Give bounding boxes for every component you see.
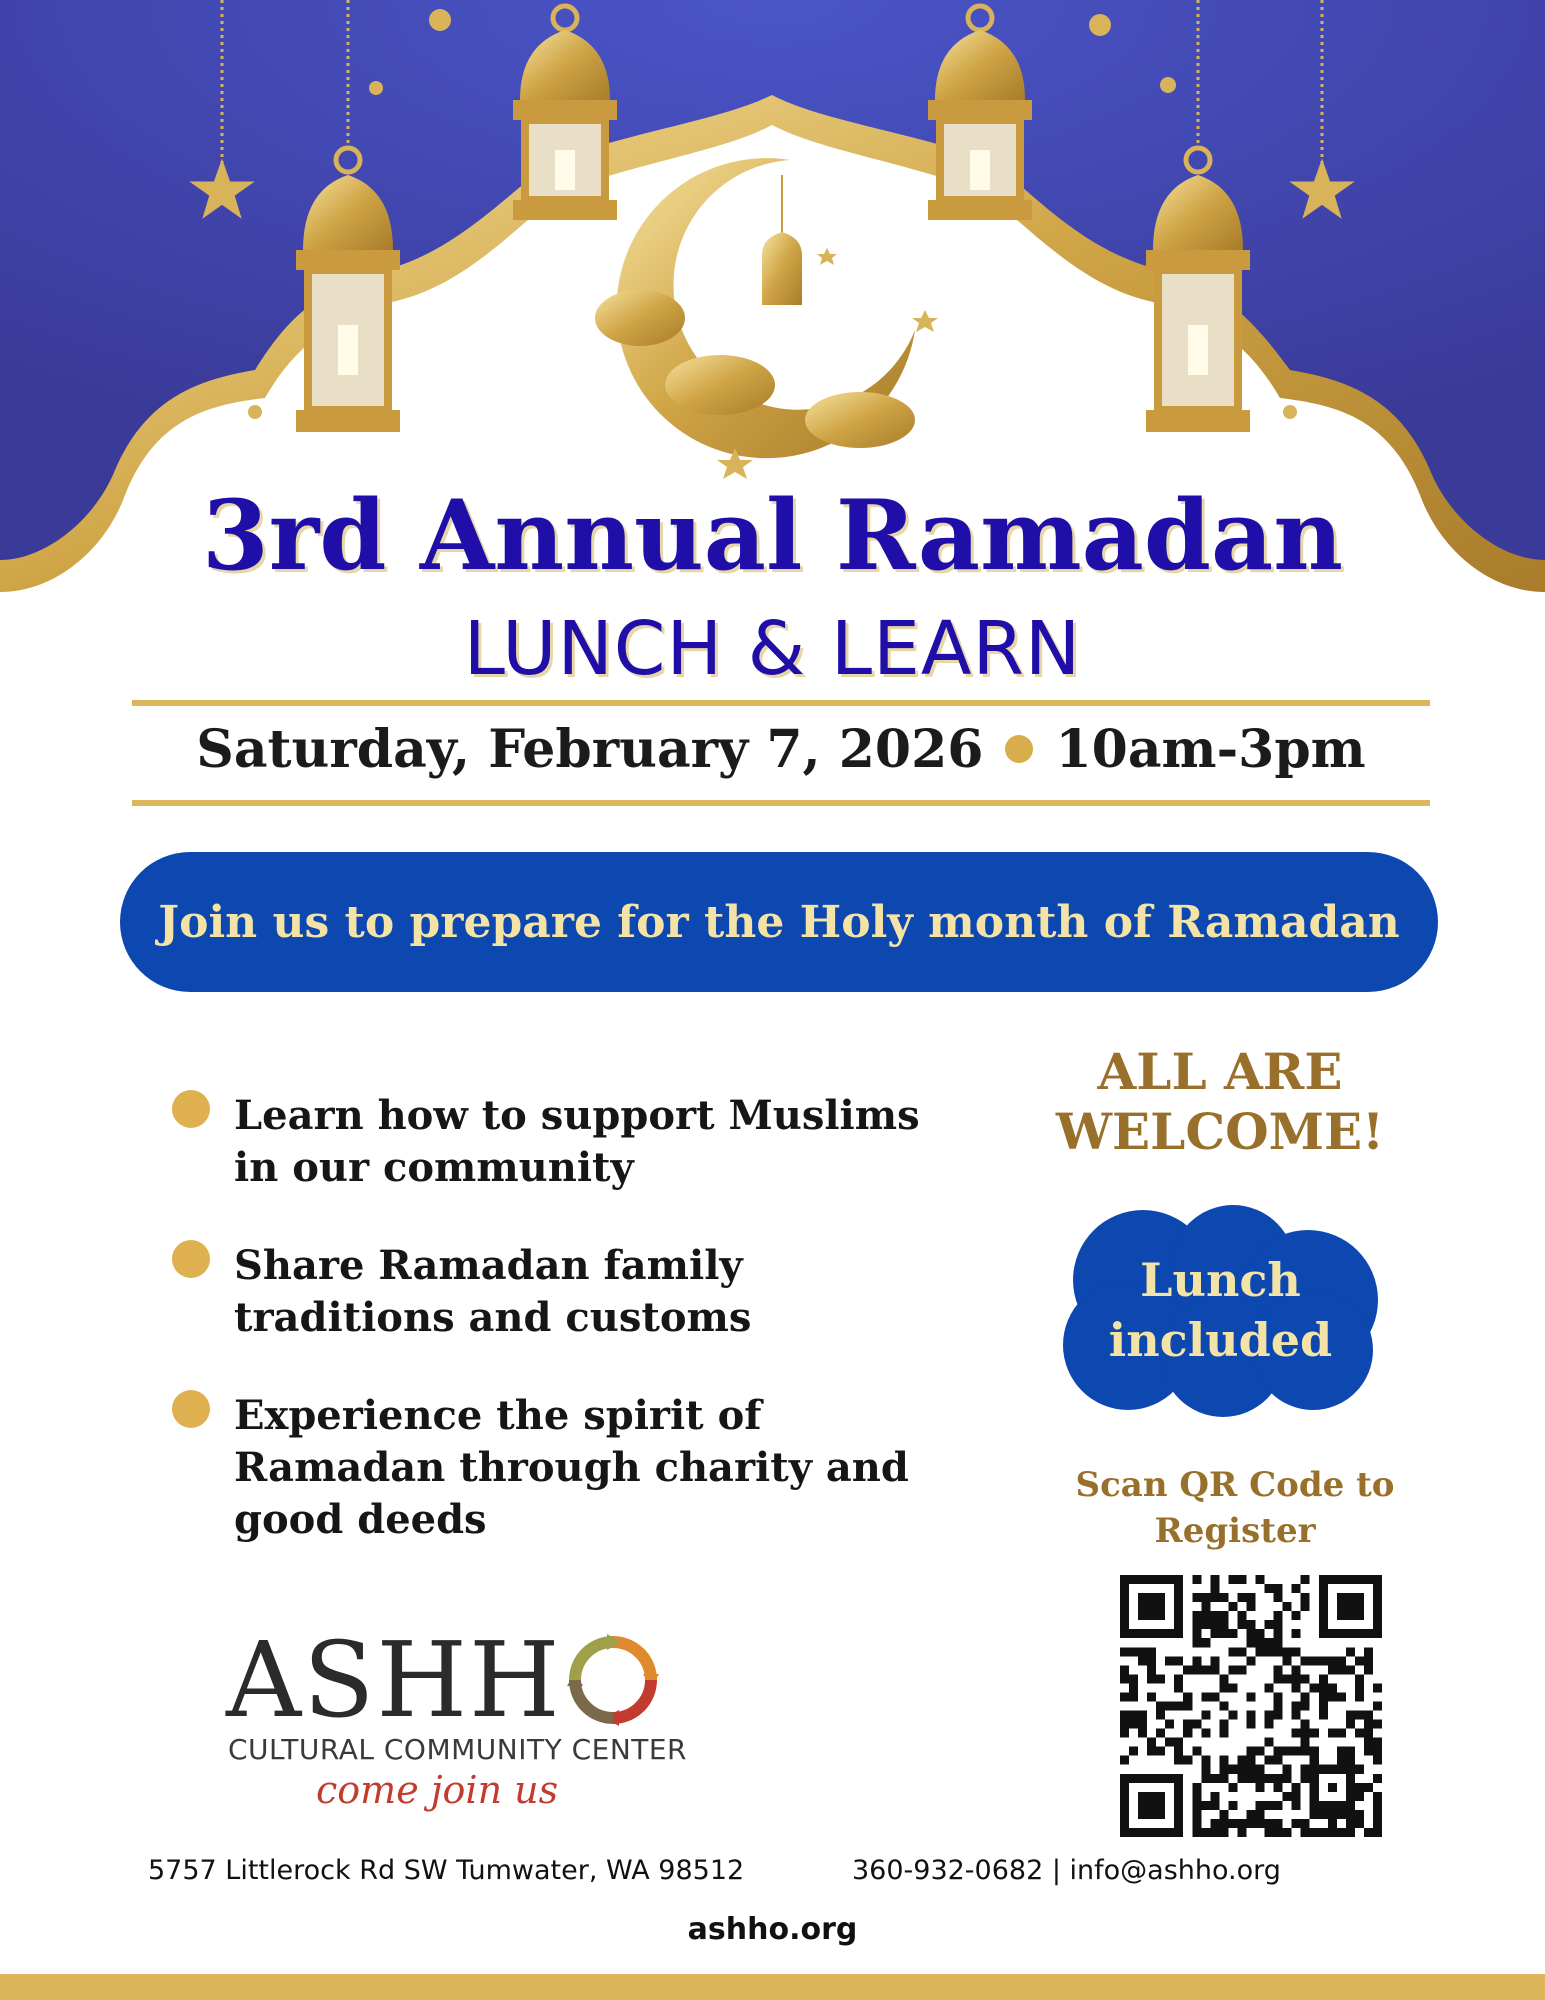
address: 5757 Littlerock Rd SW Tumwater, WA 98512 [148,1855,745,1886]
list-item-text: Share Ramadan family traditions and customs [234,1242,752,1341]
list-item [172,1390,932,1546]
list-item-text: Learn how to support Muslims in our community [234,1092,920,1191]
invitation-banner [120,852,1438,992]
org-subtitle: CULTURAL COMMUNITY CENTER [228,1733,688,1766]
website-link[interactable]: ashho.org [687,1912,858,1947]
separator-dot [1005,735,1033,763]
register-instructions: Scan QR Code to Register [1075,1465,1395,1551]
bullet-dot [172,1090,210,1128]
lunch-included-text: Lunch included [1108,1253,1333,1367]
divider-top [132,700,1430,706]
org-tagline: come join us [316,1768,559,1812]
date-time-row [132,714,1430,784]
list-item [172,1090,932,1194]
list-item-text: Experience the spirit of Ramadan through charity and good deeds [234,1392,909,1543]
list-item [172,1240,932,1344]
phone-email[interactable]: 360-932-0682 | info@ashho.org [852,1855,1281,1886]
qr-code[interactable] [1120,1575,1382,1837]
recycle-arrows-icon [563,1630,663,1730]
bullet-dot [172,1240,210,1278]
divider-bottom [132,800,1430,806]
banner-text: Join us to prepare for the Holy month of Ramadan [158,896,1400,948]
highlights-list [172,1090,932,1592]
footer-bar [0,1974,1545,2000]
event-time: 10am-3pm [1055,718,1366,780]
event-subtitle: LUNCH & LEARN [463,606,1082,692]
org-logo-text: ASHH [226,1619,562,1741]
event-title: 3rd Annual Ramadan [202,479,1343,592]
bullet-dot [172,1390,210,1428]
welcome-text: ALL ARE WELCOME! [1055,1042,1385,1161]
event-date: Saturday, February 7, 2026 [196,718,984,780]
